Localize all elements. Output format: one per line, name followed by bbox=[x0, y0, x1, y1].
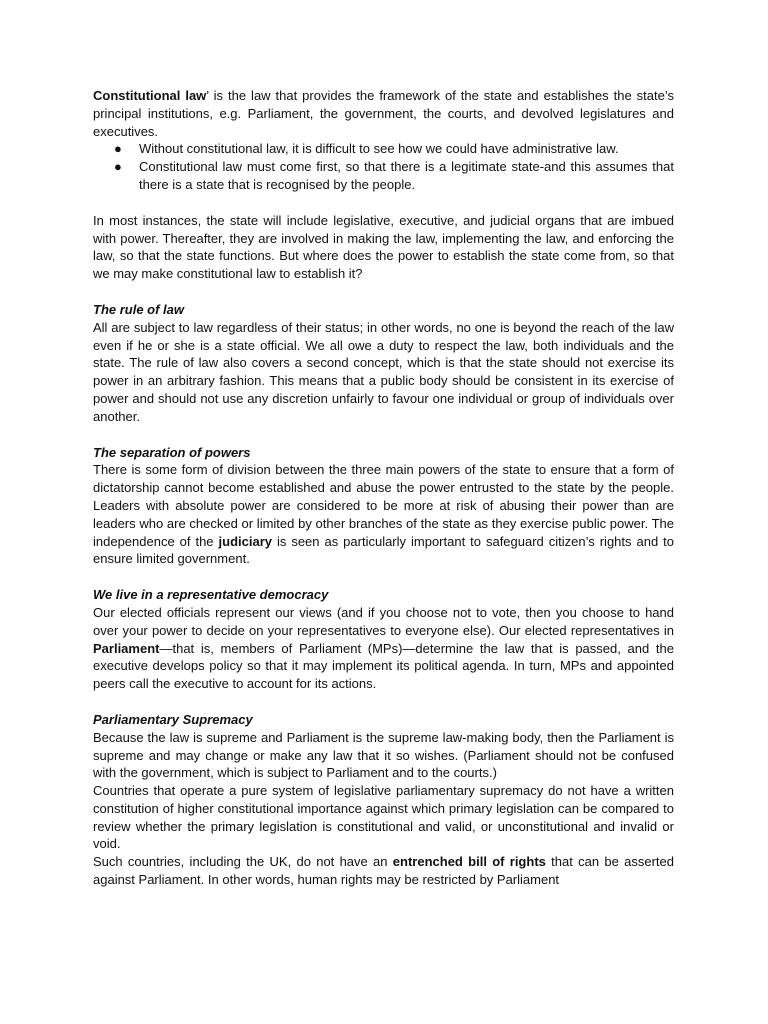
democracy-text-1: Our elected officials represent our views (and if you choose not to vote, then you choose to hand over your power to decide on your representatives to everyone else). Our elected representatives in bbox=[93, 604, 674, 638]
supremacy-paragraph-3 bbox=[93, 853, 674, 889]
separation-text-1: There is some form of division between the three main powers of the state to ensure that a form of dictatorship cannot become established and abuse the power entrusted to the state by the people. Leaders with absolute power are considered to be more at risk of abusing their power than are leaders who are checked or limited by other branches of the state as they exercise public power. The independence of the bbox=[93, 462, 674, 549]
supremacy-paragraph-2: Countries that operate a pure system of legislative parliamentary supremacy do not have a written constitution of higher constitutional importance against which primary legislation can be compared to review whether the primary legislation is constitutional and valid, or unconstitutional and invalid or void. bbox=[93, 783, 674, 852]
document-body bbox=[93, 87, 674, 889]
supremacy-text-2: that can be asserted against Parliament. In other words, human rights may be restricted by Parliament bbox=[93, 854, 674, 888]
list-item-text: Constitutional law must come first, so that there is a legitimate state-and this assumes that there is a state that is recognised by the people. bbox=[139, 159, 674, 192]
bullet-icon: ● bbox=[114, 159, 122, 175]
list-item-text: Without constitutional law, it is difficult to see how we could have administrative law. bbox=[139, 141, 619, 157]
rule-of-law-heading: The rule of law bbox=[93, 301, 185, 317]
separation-heading: The separation of powers bbox=[93, 444, 251, 460]
democracy-text-2: —that is, members of Parliament (MPs)—determine the law that is passed, and the executive develops policy so that it may implement its political agenda. In turn, MPs and appointed peers call the executive to account for its actions. bbox=[93, 640, 674, 692]
separation-text-2: is seen as particularly important to safeguard citizen’s rights and to ensure limited government. bbox=[93, 533, 674, 567]
rule-of-law-paragraph: All are subject to law regardless of their status; in other words, no one is beyond the reach of the law even if he or she is a state official. We all owe a duty to respect the law, both individuals and the state. The rule of law also covers a second concept, which is that the state should not exercise its power in an arbitrary fashion. This means that a public body should be consistent in its exercise of power and should not use any discretion unfairly to favour one individual or group of individuals over another. bbox=[93, 319, 674, 424]
bullet-list bbox=[93, 140, 674, 193]
intro-text: ’ is the law that provides the framework of the state and establishes the state’s principal institutions, e.g. Parliament, the government, the courts, and devolved legislatures and executives. bbox=[93, 88, 674, 139]
supremacy-heading: Parliamentary Supremacy bbox=[93, 711, 253, 727]
judiciary-term: judiciary bbox=[218, 533, 272, 549]
bullet-icon: ● bbox=[114, 141, 122, 157]
parliament-term: Parliament bbox=[93, 640, 160, 656]
democracy-heading: We live in a representative democracy bbox=[93, 587, 329, 603]
bill-of-rights-term: entrenched bill of rights bbox=[392, 854, 546, 870]
intro-paragraph bbox=[93, 87, 674, 140]
intro-term: Constitutional law bbox=[93, 88, 207, 103]
state-paragraph: In most instances, the state will include legislative, executive, and judicial organs that are imbued with power. Thereafter, they are involved in making the law, implementing the law, and enforcing the law, so that the state functions. But where does the power to establish the state come from, so that we may make constitutional law to establish it? bbox=[93, 212, 674, 282]
list-item bbox=[114, 140, 674, 158]
supremacy-paragraph-1: Because the law is supreme and Parliament is the supreme law-making body, then the Parliament is supreme and may change or make any law that it so wishes. (Parliament should not be confused with the government, which is subject to Parliament and to the courts.) bbox=[93, 729, 674, 781]
democracy-paragraph bbox=[93, 604, 674, 693]
supremacy-text-1: Such countries, including the UK, do not have an bbox=[93, 854, 393, 870]
list-item bbox=[114, 158, 674, 194]
separation-paragraph bbox=[93, 461, 674, 568]
